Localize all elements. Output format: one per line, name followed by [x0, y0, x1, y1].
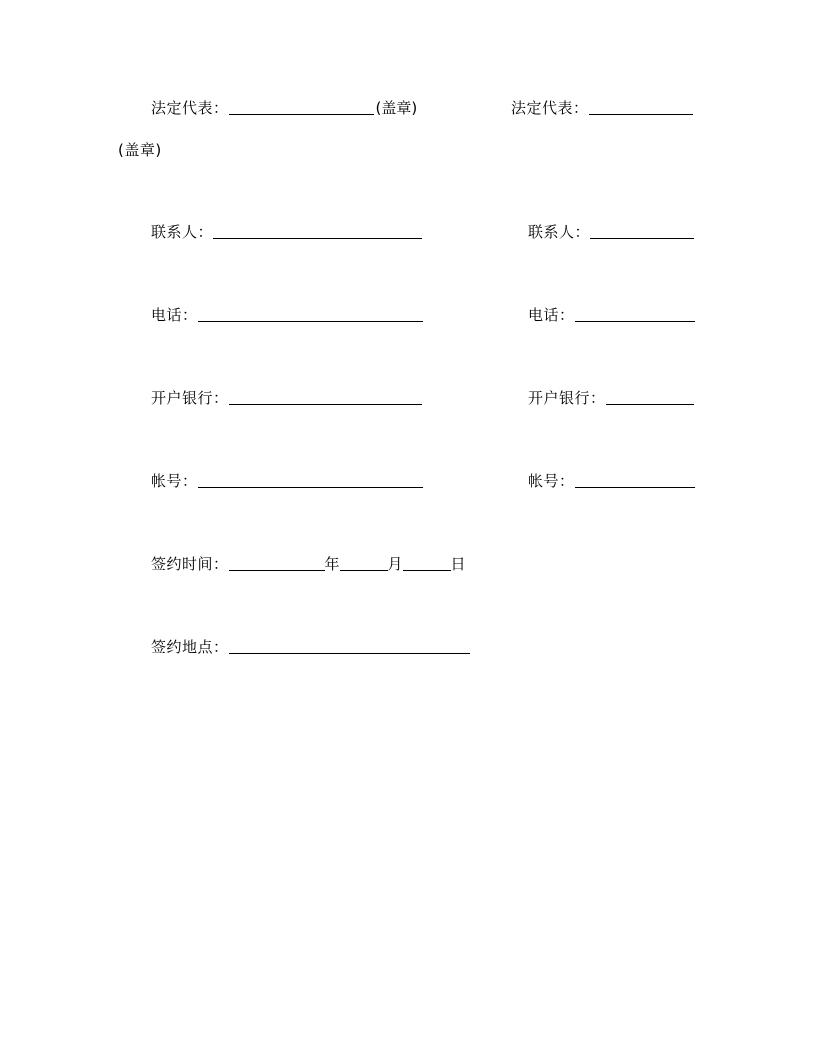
left-contact-field [151, 220, 422, 242]
right-phone-blank[interactable] [575, 305, 695, 322]
signing-time-field [151, 552, 466, 574]
right-legal-rep-blank[interactable] [589, 98, 693, 115]
signing-year-unit: 年 [324, 555, 340, 573]
left-contact-blank[interactable] [213, 222, 422, 239]
left-account-label: 帐号： [151, 472, 198, 490]
signing-place-label: 签约地点： [151, 638, 229, 656]
right-seal-label: (盖章) [118, 141, 162, 159]
right-account-label: 帐号： [528, 472, 575, 490]
signing-month-blank[interactable] [340, 554, 388, 571]
right-account-field [528, 469, 695, 491]
left-legal-rep-field [151, 96, 417, 118]
right-legal-rep-label: 法定代表： [511, 99, 589, 117]
left-bank-label: 开户银行： [151, 389, 229, 407]
right-contact-blank[interactable] [590, 222, 694, 239]
right-bank-field [528, 386, 694, 408]
signing-day-unit: 日 [450, 555, 466, 573]
signing-day-blank[interactable] [403, 554, 451, 571]
left-bank-field [151, 386, 422, 408]
left-account-field [151, 469, 423, 491]
right-phone-label: 电话： [528, 306, 575, 324]
left-legal-rep-blank[interactable] [229, 98, 374, 115]
left-contact-label: 联系人： [151, 223, 214, 241]
left-phone-field [151, 303, 423, 325]
signing-month-unit: 月 [387, 555, 403, 573]
right-bank-label: 开户银行： [528, 389, 606, 407]
right-phone-field [528, 303, 695, 325]
signing-place-field [151, 635, 470, 657]
left-phone-blank[interactable] [198, 305, 423, 322]
signing-place-blank[interactable] [229, 637, 470, 654]
left-phone-label: 电话： [151, 306, 198, 324]
left-seal-label: (盖章) [375, 99, 418, 117]
right-account-blank[interactable] [575, 471, 695, 488]
left-legal-rep-label: 法定代表： [151, 99, 229, 117]
right-contact-label: 联系人： [528, 223, 591, 241]
right-legal-rep-field [511, 96, 693, 118]
right-bank-blank[interactable] [606, 388, 694, 405]
right-seal-wrapped-field [118, 138, 162, 160]
left-bank-blank[interactable] [229, 388, 422, 405]
signing-time-label: 签约时间： [151, 555, 229, 573]
left-account-blank[interactable] [198, 471, 423, 488]
right-contact-field [528, 220, 694, 242]
signing-year-blank[interactable] [229, 554, 325, 571]
